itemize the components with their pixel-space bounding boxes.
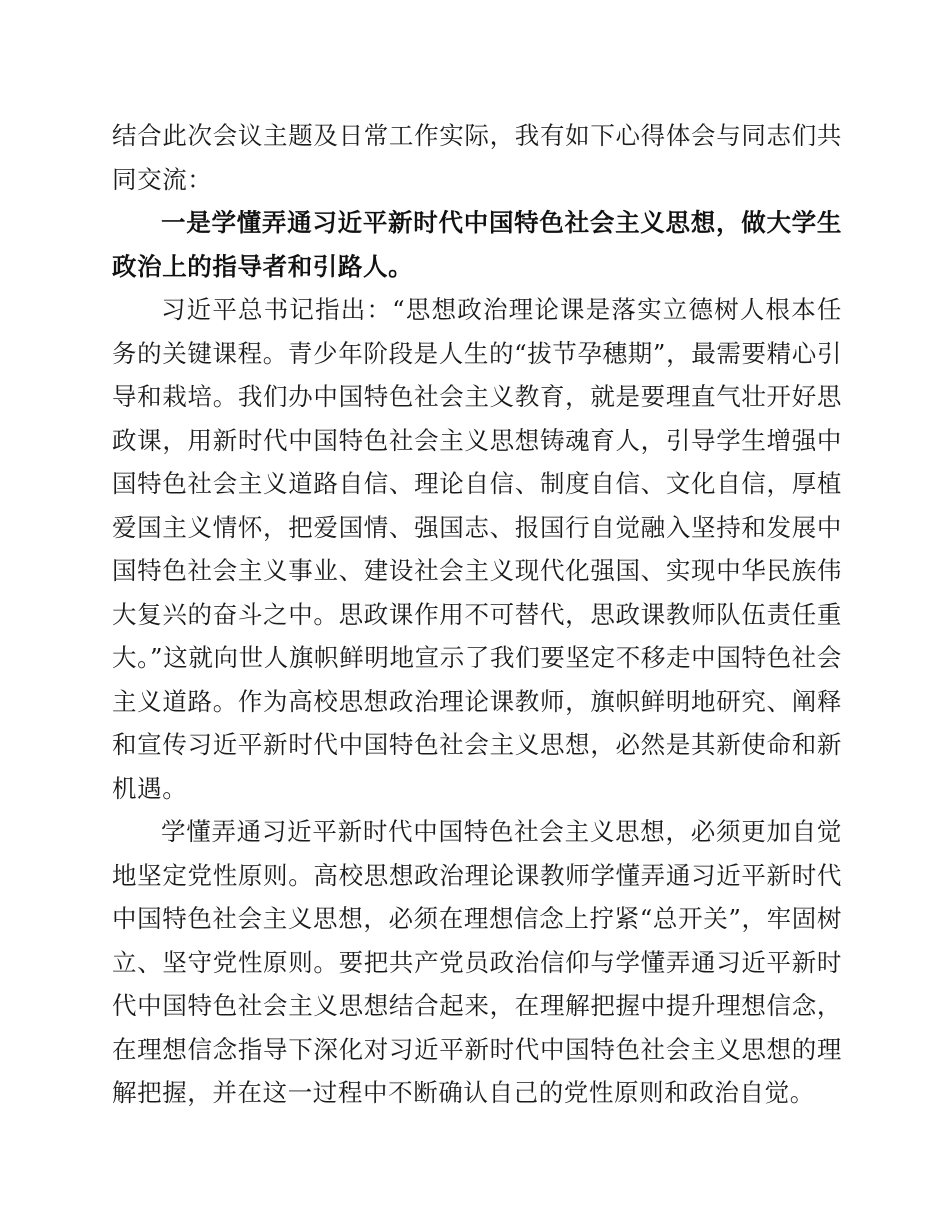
document-body (112, 114, 842, 1115)
principle-paragraph: 学懂弄通习近平新时代中国特色社会主义思想，必须更加自觉地坚定党性原则。高校思想政治理论课教师学懂弄通习近平新时代中国特色社会主义思想，必须在理想信念上拧紧“总开关”，牢固树立、坚守党性原则。要把共产党员政治信仰与学懂弄通习近平新时代中国特色社会主义思想结合起来，在理解把握中提升理想信念，在理想信念指导下深化对习近平新时代中国特色社会主义思想的理解把握，并在这一过程中不断确认自己的党性原则和政治自觉。 (112, 817, 842, 1107)
intro-paragraph: 结合此次会议主题及日常工作实际，我有如下心得体会与同志们共同交流： (112, 121, 842, 194)
quote-paragraph: 习近平总书记指出：“思想政治理论课是落实立德树人根本任务的关键课程。青少年阶段是人生的“拔节孕穗期”，最需要精心引导和栽培。我们办中国特色社会主义教育，就是要理直气壮开好思政课，用新时代中国特色社会主义思想铸魂育人，引导学生增强中国特色社会主义道路自信、理论自信、制度自信、文化自信，厚植爱国主义情怀，把爱国情、强国志、报国行自觉融入坚持和发展中国特色社会主义事业、建设社会主义现代化强国、实现中华民族伟大复兴的奋斗之中。思政课作用不可替代，思政课教师队伍责任重大。”这就向世人旗帜鲜明地宣示了我们要坚定不移走中国特色社会主义道路。作为高校思想政治理论课教师，旗帜鲜明地研究、阐释和宣传习近平新时代中国特色社会主义思想，必然是其新使命和新机遇。 (112, 295, 842, 803)
section-heading: 一是学懂弄通习近平新时代中国特色社会主义思想，做大学生政治上的指导者和引路人。 (112, 208, 842, 281)
